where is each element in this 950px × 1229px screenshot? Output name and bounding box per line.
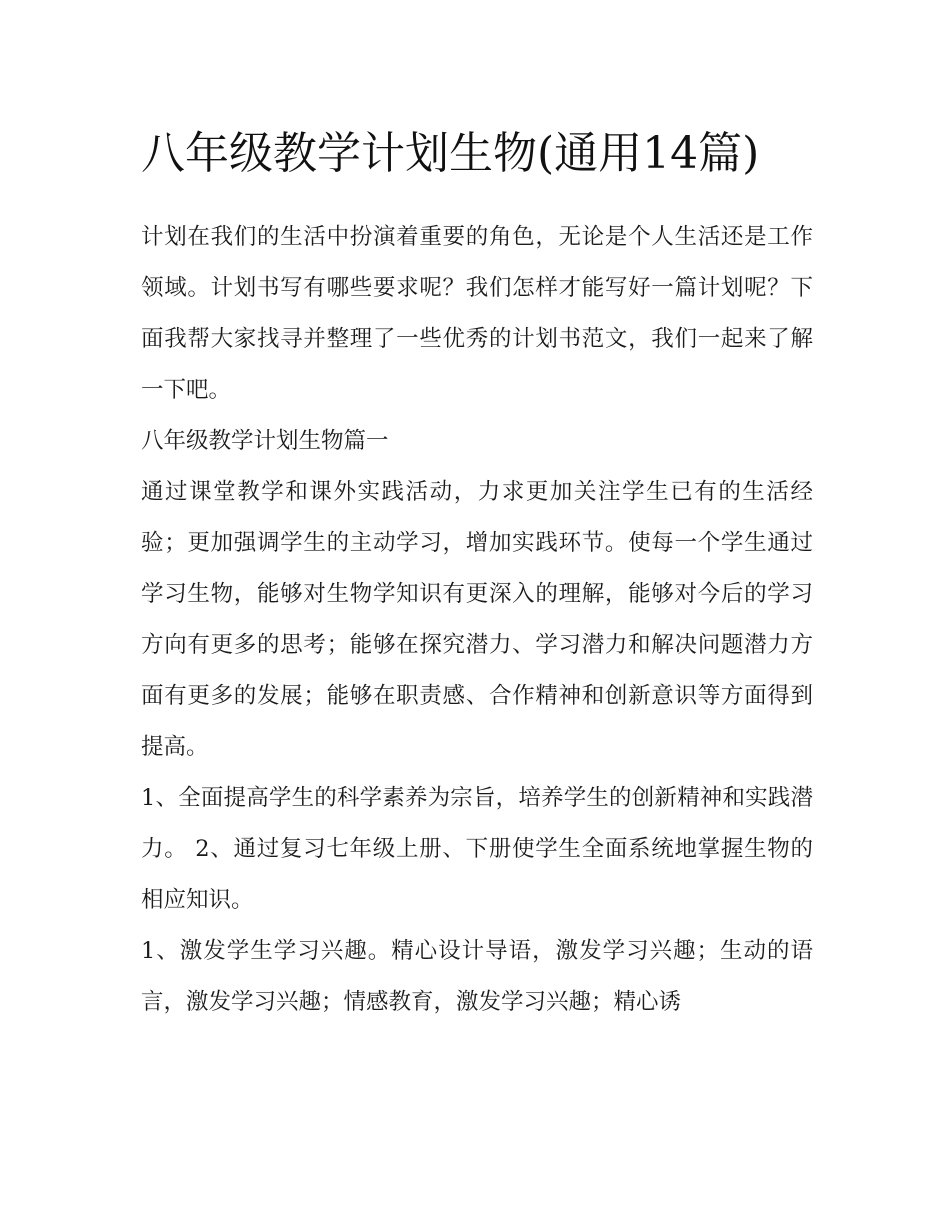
- section-heading: 八年级教学计划生物篇一: [141, 428, 389, 454]
- body-paragraph: 1、全面提高学生的科学素养为宗旨，培养学生的创新精神和实践潜力。 2、通过复习七年级上册、下册使学生全面系统地掌握生物的相应知识。: [141, 785, 813, 913]
- document-title: 八年级教学计划生物(通用14篇): [141, 128, 760, 179]
- document-page: [141, 118, 813, 1028]
- body-paragraph: 1、激发学生学习兴趣。精心设计导语，激发学习兴趣；生动的语言，激发学习兴趣；情感教育，激发学习兴趣；精心诱: [141, 938, 813, 1015]
- body-paragraph: 通过课堂教学和课外实践活动，力求更加关注学生已有的生活经验；更加强调学生的主动学习，增加实践环节。使每一个学生通过学习生物，能够对生物学知识有更深入的理解，能够对今后的学习方向有更多的思考；能够在探究潜力、学习潜力和解决问题潜力方面有更多的发展；能够在职责感、合作精神和创新意识等方面得到提高。: [141, 479, 813, 760]
- intro-paragraph: 计划在我们的生活中扮演着重要的角色，无论是个人生活还是工作领域。计划书写有哪些要求呢？我们怎样才能写好一篇计划呢？下面我帮大家找寻并整理了一些优秀的计划书范文，我们一起来了解一下吧。: [141, 224, 813, 403]
